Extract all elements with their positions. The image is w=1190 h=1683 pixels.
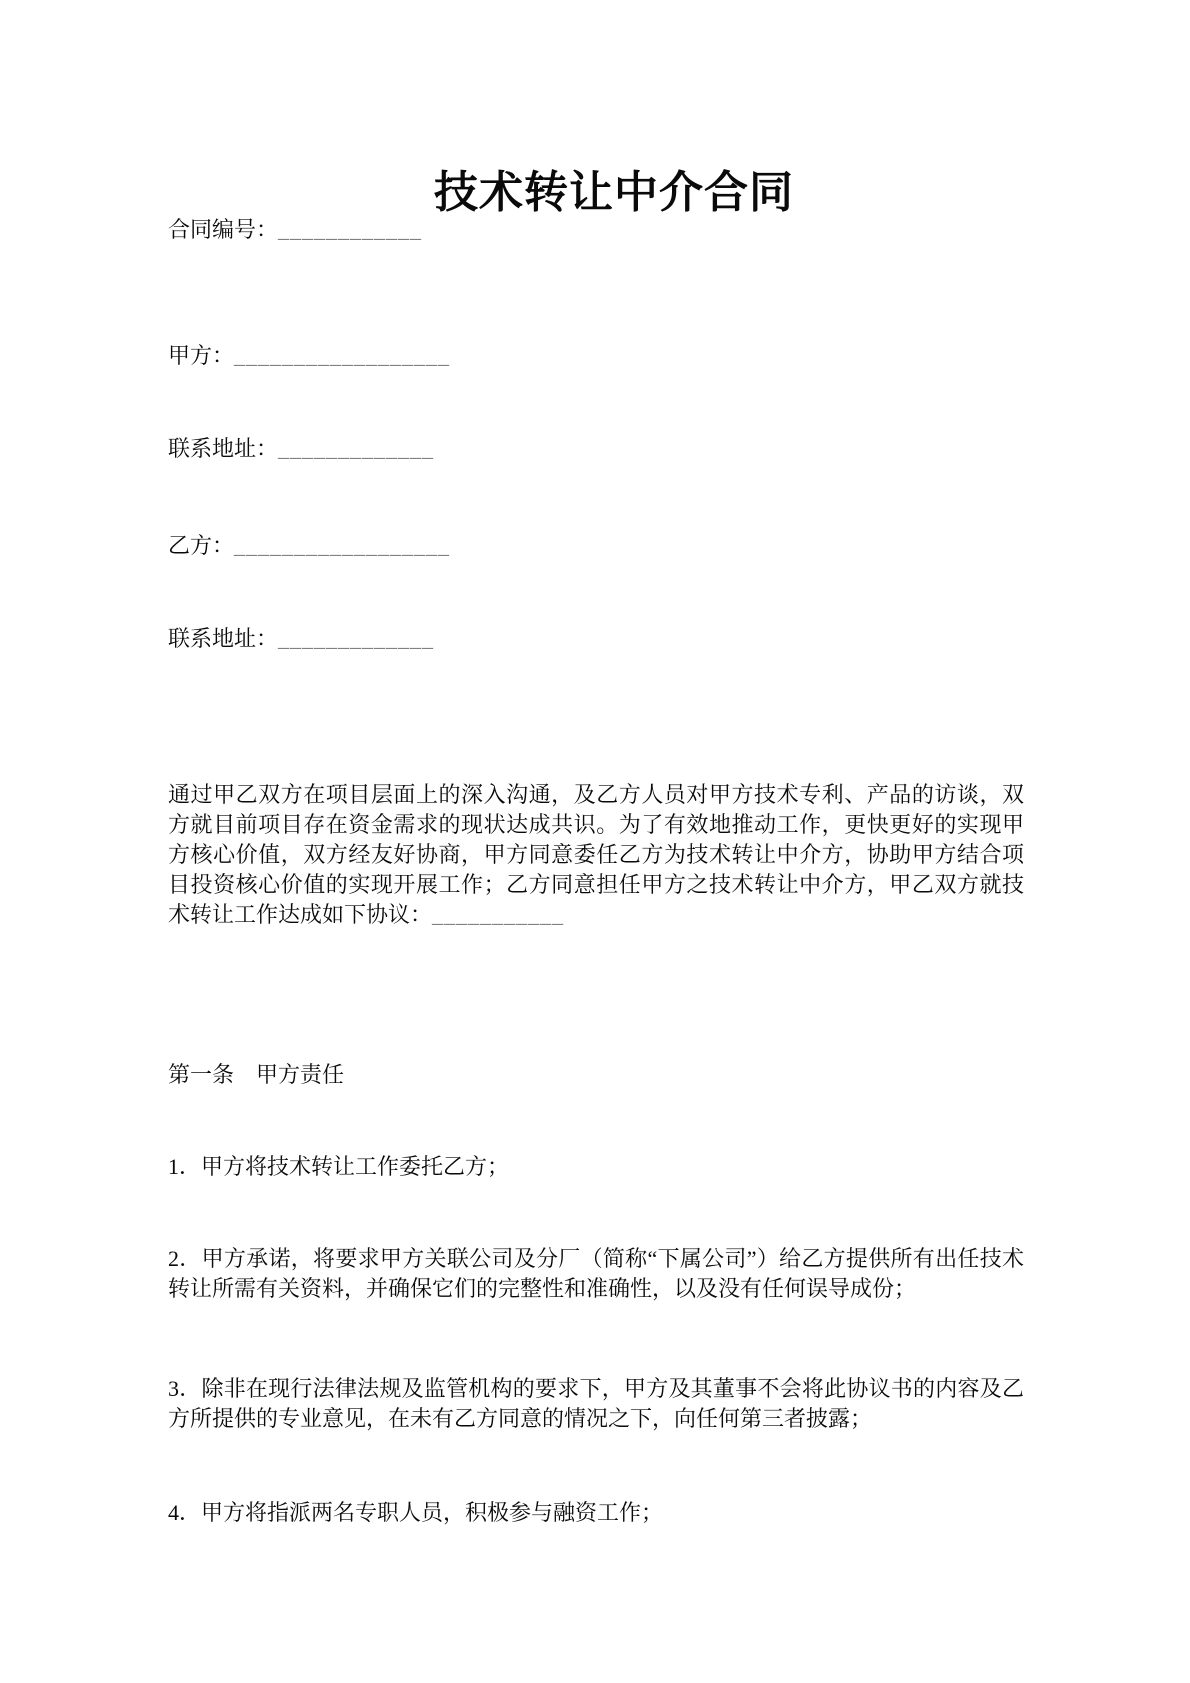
- contract-number-row: [168, 215, 422, 245]
- article-1-clause-4: 4．甲方将指派两名专职人员，积极参与融资工作；: [168, 1500, 664, 1525]
- party-b-row: [168, 531, 450, 561]
- party-b-address-label: 联系地址：: [168, 626, 279, 651]
- party-a-row: [168, 341, 450, 371]
- article-1-clause-3: 3．除非在现行法律法规及监管机构的要求下，甲方及其董事不会将此协议书的内容及乙方所提供的专业意见，在未有乙方同意的情况之下，向任何第三者披露；: [168, 1376, 1024, 1431]
- party-a-blank-field[interactable]: __________________: [234, 343, 451, 368]
- party-a-address-blank-field[interactable]: _____________: [278, 436, 435, 461]
- article-1-clause-2: 2．甲方承诺，将要求甲方关联公司及分厂（简称“下属公司”）给乙方提供所有出任技术转让所需有关资料，并确保它们的完整性和准确性，以及没有任何误导成份；: [168, 1246, 1024, 1301]
- party-a-label: 甲方：: [168, 343, 235, 368]
- document-title: 技术转让中介合同: [434, 168, 794, 217]
- intro-paragraph: [168, 780, 1024, 930]
- party-b-address-row: [168, 624, 434, 654]
- article-1-clause-1: 1．甲方将技术转让工作委托乙方；: [168, 1154, 510, 1179]
- party-b-address-blank-field[interactable]: _____________: [278, 626, 435, 651]
- agreement-blank-field[interactable]: ___________: [432, 902, 565, 927]
- party-a-address-row: [168, 434, 434, 464]
- party-b-blank-field[interactable]: __________________: [234, 533, 451, 558]
- party-a-address-label: 联系地址：: [168, 436, 279, 461]
- contract-number-label: 合同编号：: [168, 217, 279, 242]
- party-b-label: 乙方：: [168, 533, 235, 558]
- contract-number-blank-field[interactable]: ____________: [278, 217, 423, 242]
- article-1-heading: 第一条 甲方责任: [168, 1062, 345, 1087]
- intro-paragraph-text: 通过甲乙双方在项目层面上的深入沟通，及乙方人员对甲方技术专利、产品的访谈，双方就目前项目存在资金需求的现状达成共识。为了有效地推动工作，更快更好的实现甲方核心价值，双方经友好协商，甲方同意委任乙方为技术转让中介方，协助甲方结合项目投资核心价值的实现开展工作；乙方同意担任甲方之技术转让中介方，甲乙双方就技术转让工作达成如下协议：: [168, 782, 1024, 927]
